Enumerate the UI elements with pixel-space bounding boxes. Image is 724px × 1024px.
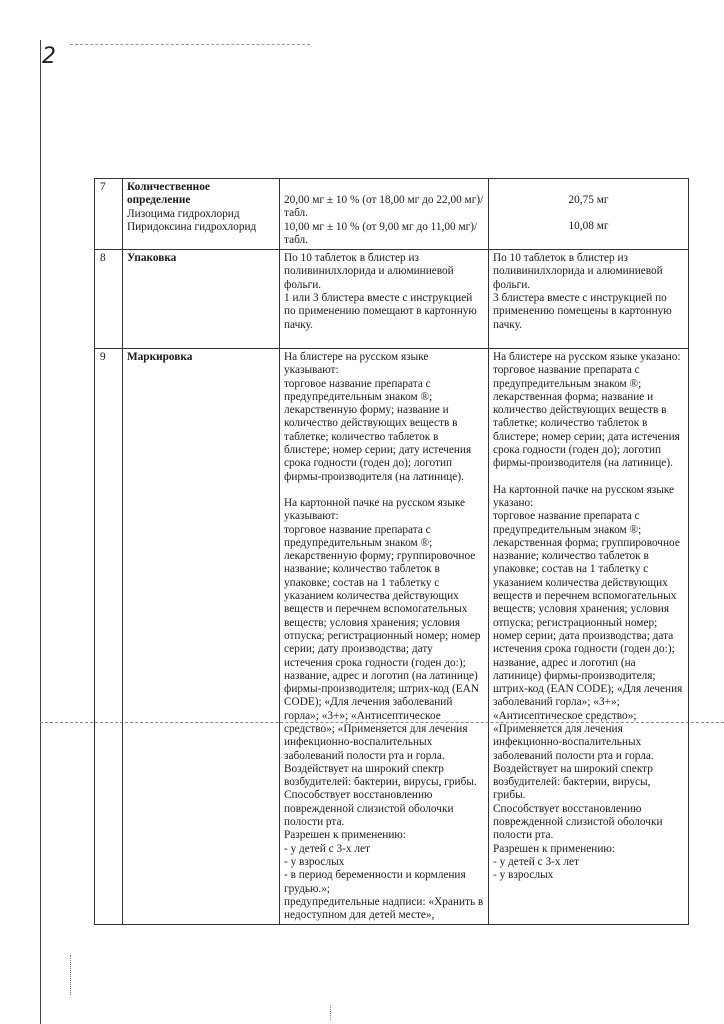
table-row xyxy=(95,250,689,349)
spec-line: 20,00 мг ± 10 % (от 18,00 мг до 22,00 мг)/табл. xyxy=(284,194,484,220)
spec-pack-text: На картонной пачке на русском языке указывают: торговое название препарата с предупредительным знаком ®; лекарственную форму; группировочное название; количество таблеток в упаковке; состав на 1 таблетку с указанием количества действующих веществ и перечнем вспомогательных веществ; условия хранения; условия отпуска; регистрационный номер; номер серии; дату производства; дату истечения срока годности (годен до:); название, адрес и логотип (на латинице) фирмы-производителя; штрих-код (EAN CODE); «Для лечения заболеваний горла»; «3+»; «Антисептическое средство»; «Применяется для лечения инфекционно-воспалительных заболеваний полости рта и горла. Воздействует на широкий спектр возбудителей: бактерии, вирусы, грибы. Способствует восстановлению поврежденной слизистой оболочки полости рта. Разрешен к применению: - у детей с 3-х лет - у взрослых - в период беременности и кормления грудью.»; предупредительные надписи: «Хранить в недоступном для детей месте», xyxy=(284,496,484,922)
spec-cell xyxy=(280,179,489,250)
result-value: 10,08 мг xyxy=(568,220,609,233)
result-cell: По 10 таблеток в блистер из поливинилхлорида и алюминиевой фольги. 3 блистера вместе с инструкцией по применению помещены в картонную пачку. xyxy=(489,250,689,349)
row-title-text: Количественное определение xyxy=(127,181,210,207)
row-number: 8 xyxy=(95,250,123,349)
scan-artifact xyxy=(330,1005,332,1020)
row-title: Упаковка xyxy=(123,250,280,349)
result-cell xyxy=(489,348,689,924)
table-row xyxy=(95,179,689,250)
result-value: 20,75 мг xyxy=(568,194,609,206)
specification-table xyxy=(94,178,689,925)
row-sub-item: Лизоцима гидрохлорид xyxy=(127,207,240,220)
spec-blister-text: На блистере на русском языке указывают: торговое название препарата с предупредительным знаком ®; лекарственную форму; название и количество действующих веществ в таблетке; количество таблеток в блистере; номер серии; дату истечения срока годности (годен до); логотип фирмы-производителя (на латинице). xyxy=(284,350,472,483)
spec-cell: По 10 таблеток в блистер из поливинилхлорида и алюминиевой фольги. 1 или 3 блистера вместе с инструкцией по применению помещают в картонную пачку. xyxy=(280,250,489,349)
row-title xyxy=(123,179,280,250)
row-number: 7 xyxy=(95,179,123,250)
row-sub-item: Пиридоксина гидрохлорид xyxy=(127,220,257,233)
header-rule xyxy=(70,44,310,45)
row-number: 9 xyxy=(95,348,123,924)
table-row xyxy=(95,348,689,924)
spec-line: 10,00 мг ± 10 % (от 9,00 мг до 11,00 мг)/табл. xyxy=(284,220,478,246)
page-number: 2 xyxy=(42,44,56,69)
scan-artifact xyxy=(70,955,73,995)
result-blister-text: На блистере на русском языке указано: торговое название препарата с предупредительным знаком ®; лекарственная форма; название и количество действующих веществ в таблетке; количество таблеток в блистере; номер серии; дата истечения срока годности (годен до); логотип фирмы-производителя (на латинице). xyxy=(493,350,681,470)
row-title: Маркировка xyxy=(123,348,280,924)
spec-cell xyxy=(280,348,489,924)
result-cell xyxy=(489,179,689,250)
page-margin-line xyxy=(40,40,41,1024)
result-pack-text: На картонной пачке на русском языке указано: торговое название препарата с предупредительным знаком ®; лекарственная форма; группировочное название; количество таблеток в упаковке; состав на 1 таблетку с указанием количества действующих веществ и перечнем вспомогательных веществ; условия хранения; условия отпуска; регистрационный номер; номер серии; дата производства; дата истечения срока годности (годен до:); название, адрес и логотип (на латинице) фирмы-производителя; штрих-код (EAN CODE); «Для лечения заболеваний горла»; «3+»; «Антисептическое средство»; «Применяется для лечения инфекционно-воспалительных заболеваний полости рта и горла. Воздействует на широкий спектр возбудителей: бактерии, вирусы, грибы. Способствует восстановлению поврежденной слизистой оболочки полости рта. Разрешен к применению: - у детей с 3-х лет - у взрослых xyxy=(493,483,683,882)
